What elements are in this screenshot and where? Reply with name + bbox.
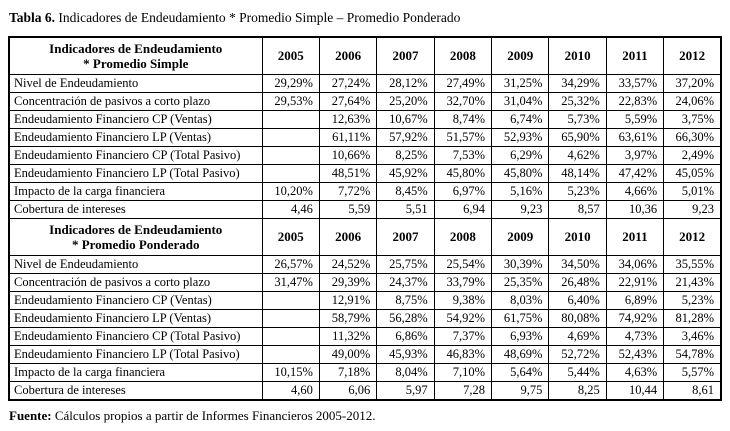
row-label-cell: Impacto de la carga financiera — [9, 183, 262, 201]
value-cell: 54,78% — [664, 346, 721, 364]
value-cell — [262, 129, 319, 147]
row-label-cell: Impacto de la carga financiera — [9, 364, 262, 382]
value-cell: 48,51% — [319, 165, 376, 183]
value-cell: 65,90% — [549, 129, 606, 147]
value-cell: 8,45% — [377, 183, 434, 201]
value-cell: 8,61 — [664, 382, 721, 401]
value-cell: 12,63% — [319, 111, 376, 129]
value-cell: 29,53% — [262, 93, 319, 111]
page — [8, 9, 722, 424]
value-cell: 4,60 — [262, 382, 319, 401]
value-cell: 8,75% — [377, 292, 434, 310]
section-title-cell — [9, 219, 262, 256]
value-cell: 31,04% — [492, 93, 549, 111]
value-cell: 31,47% — [262, 274, 319, 292]
value-cell: 56,28% — [377, 310, 434, 328]
row-label-cell: Concentración de pasivos a corto plazo — [9, 274, 262, 292]
value-cell: 6,29% — [492, 147, 549, 165]
value-cell: 29,29% — [262, 75, 319, 93]
value-cell: 4,62% — [549, 147, 606, 165]
section-title-line: * Promedio Ponderado — [71, 237, 200, 252]
table-row — [9, 310, 721, 328]
value-cell: 5,23% — [549, 183, 606, 201]
value-cell: 34,06% — [606, 256, 663, 274]
value-cell: 3,46% — [664, 328, 721, 346]
value-cell: 35,55% — [664, 256, 721, 274]
value-cell — [262, 310, 319, 328]
table-row — [9, 129, 721, 147]
value-cell: 81,28% — [664, 310, 721, 328]
table-row — [9, 256, 721, 274]
value-cell: 5,23% — [664, 292, 721, 310]
value-cell: 9,23 — [664, 201, 721, 219]
value-cell: 33,79% — [434, 274, 491, 292]
source-text: Cálculos propios a partir de Informes Financieros 2005-2012. — [51, 408, 376, 423]
value-cell: 8,25 — [549, 382, 606, 401]
value-cell: 24,52% — [319, 256, 376, 274]
value-cell: 27,49% — [434, 75, 491, 93]
year-header-cell: 2007 — [377, 219, 434, 256]
year-header-cell: 2010 — [549, 37, 606, 75]
value-cell: 9,75 — [492, 382, 549, 401]
value-cell: 4,66% — [606, 183, 663, 201]
value-cell: 12,91% — [319, 292, 376, 310]
value-cell: 29,39% — [319, 274, 376, 292]
year-header-cell: 2008 — [434, 219, 491, 256]
section-title-line: Indicadores de Endeudamiento — [49, 41, 223, 56]
value-cell: 45,80% — [434, 165, 491, 183]
year-header-cell: 2012 — [664, 219, 721, 256]
value-cell: 25,32% — [549, 93, 606, 111]
value-cell: 9,23 — [492, 201, 549, 219]
value-cell: 5,64% — [492, 364, 549, 382]
value-cell: 27,24% — [319, 75, 376, 93]
section-title-line: * Promedio Simple — [83, 56, 189, 71]
value-cell: 58,79% — [319, 310, 376, 328]
value-cell: 47,42% — [606, 165, 663, 183]
value-cell: 31,25% — [492, 75, 549, 93]
year-header-cell: 2011 — [606, 219, 663, 256]
value-cell: 5,01% — [664, 183, 721, 201]
table-caption-text: Indicadores de Endeudamiento * Promedio Simple – Promedio Ponderado — [55, 10, 461, 25]
value-cell: 5,59 — [319, 201, 376, 219]
value-cell: 25,75% — [377, 256, 434, 274]
row-label-cell: Endeudamiento Financiero CP (Ventas) — [9, 111, 262, 129]
value-cell: 10,66% — [319, 147, 376, 165]
value-cell: 49,00% — [319, 346, 376, 364]
value-cell: 2,49% — [664, 147, 721, 165]
value-cell: 4,73% — [606, 328, 663, 346]
value-cell: 26,48% — [549, 274, 606, 292]
table-row — [9, 382, 721, 401]
value-cell: 61,75% — [492, 310, 549, 328]
value-cell: 7,10% — [434, 364, 491, 382]
section-title-cell — [9, 37, 262, 75]
table-row — [9, 346, 721, 364]
source-label: Fuente: — [9, 408, 52, 423]
value-cell: 4,46 — [262, 201, 319, 219]
value-cell: 34,50% — [549, 256, 606, 274]
value-cell: 8,57 — [549, 201, 606, 219]
indicators-table — [8, 36, 722, 401]
value-cell: 74,92% — [606, 310, 663, 328]
value-cell: 22,83% — [606, 93, 663, 111]
row-label-cell: Endeudamiento Financiero CP (Total Pasivo) — [9, 328, 262, 346]
value-cell: 7,37% — [434, 328, 491, 346]
table-row — [9, 183, 721, 201]
year-header-cell: 2008 — [434, 37, 491, 75]
value-cell: 6,94 — [434, 201, 491, 219]
value-cell: 7,18% — [319, 364, 376, 382]
table-row — [9, 364, 721, 382]
year-header-cell: 2005 — [262, 37, 319, 75]
value-cell: 4,63% — [606, 364, 663, 382]
value-cell: 45,80% — [492, 165, 549, 183]
value-cell: 6,89% — [606, 292, 663, 310]
value-cell: 32,70% — [434, 93, 491, 111]
value-cell: 7,53% — [434, 147, 491, 165]
year-header-cell: 2007 — [377, 37, 434, 75]
value-cell: 10,20% — [262, 183, 319, 201]
value-cell: 9,38% — [434, 292, 491, 310]
value-cell: 28,12% — [377, 75, 434, 93]
value-cell: 45,05% — [664, 165, 721, 183]
value-cell: 7,28 — [434, 382, 491, 401]
value-cell: 8,25% — [377, 147, 434, 165]
value-cell: 6,97% — [434, 183, 491, 201]
value-cell: 24,37% — [377, 274, 434, 292]
row-label-cell: Endeudamiento Financiero CP (Ventas) — [9, 292, 262, 310]
value-cell: 24,06% — [664, 93, 721, 111]
value-cell: 52,72% — [549, 346, 606, 364]
value-cell: 4,69% — [549, 328, 606, 346]
value-cell: 10,67% — [377, 111, 434, 129]
value-cell: 52,93% — [492, 129, 549, 147]
section-title-line: Indicadores de Endeudamiento — [49, 222, 223, 237]
value-cell: 54,92% — [434, 310, 491, 328]
value-cell: 34,29% — [549, 75, 606, 93]
value-cell: 45,93% — [377, 346, 434, 364]
value-cell: 37,20% — [664, 75, 721, 93]
year-header-cell: 2010 — [549, 219, 606, 256]
value-cell — [262, 147, 319, 165]
table-row — [9, 75, 721, 93]
value-cell: 26,57% — [262, 256, 319, 274]
value-cell: 51,57% — [434, 129, 491, 147]
value-cell: 27,64% — [319, 93, 376, 111]
value-cell: 6,86% — [377, 328, 434, 346]
value-cell: 52,43% — [606, 346, 663, 364]
value-cell: 45,92% — [377, 165, 434, 183]
value-cell: 5,57% — [664, 364, 721, 382]
table-row — [9, 147, 721, 165]
value-cell: 25,35% — [492, 274, 549, 292]
table-row — [9, 111, 721, 129]
table-row — [9, 328, 721, 346]
value-cell: 6,40% — [549, 292, 606, 310]
row-label-cell: Cobertura de intereses — [9, 201, 262, 219]
value-cell: 21,43% — [664, 274, 721, 292]
value-cell: 5,59% — [606, 111, 663, 129]
row-label-cell: Endeudamiento Financiero LP (Ventas) — [9, 310, 262, 328]
value-cell: 33,57% — [606, 75, 663, 93]
row-label-cell: Endeudamiento Financiero CP (Total Pasivo) — [9, 147, 262, 165]
value-cell: 25,20% — [377, 93, 434, 111]
value-cell: 8,74% — [434, 111, 491, 129]
year-header-cell: 2006 — [319, 37, 376, 75]
section-header-row — [9, 37, 721, 75]
year-header-cell: 2009 — [492, 37, 549, 75]
value-cell: 10,44 — [606, 382, 663, 401]
value-cell: 8,04% — [377, 364, 434, 382]
row-label-cell: Nivel de Endeudamiento — [9, 75, 262, 93]
value-cell: 80,08% — [549, 310, 606, 328]
value-cell: 7,72% — [319, 183, 376, 201]
value-cell: 5,97 — [377, 382, 434, 401]
value-cell: 10,36 — [606, 201, 663, 219]
source-note — [9, 407, 722, 424]
value-cell: 5,16% — [492, 183, 549, 201]
value-cell: 46,83% — [434, 346, 491, 364]
table-caption-label: Tabla 6. — [9, 10, 56, 25]
indicators-table-body — [9, 37, 721, 400]
value-cell — [262, 328, 319, 346]
year-header-cell: 2005 — [262, 219, 319, 256]
year-header-cell: 2012 — [664, 37, 721, 75]
value-cell — [262, 111, 319, 129]
value-cell: 66,30% — [664, 129, 721, 147]
value-cell: 22,91% — [606, 274, 663, 292]
section-header-row — [9, 219, 721, 256]
row-label-cell: Endeudamiento Financiero LP (Total Pasivo) — [9, 346, 262, 364]
value-cell: 6,06 — [319, 382, 376, 401]
row-label-cell: Cobertura de intereses — [9, 382, 262, 401]
value-cell: 11,32% — [319, 328, 376, 346]
value-cell: 8,03% — [492, 292, 549, 310]
row-label-cell: Concentración de pasivos a corto plazo — [9, 93, 262, 111]
value-cell: 5,73% — [549, 111, 606, 129]
value-cell: 30,39% — [492, 256, 549, 274]
value-cell: 25,54% — [434, 256, 491, 274]
value-cell: 3,75% — [664, 111, 721, 129]
table-row — [9, 165, 721, 183]
year-header-cell: 2009 — [492, 219, 549, 256]
value-cell: 48,69% — [492, 346, 549, 364]
row-label-cell: Endeudamiento Financiero LP (Ventas) — [9, 129, 262, 147]
value-cell: 5,51 — [377, 201, 434, 219]
value-cell: 3,97% — [606, 147, 663, 165]
value-cell: 6,93% — [492, 328, 549, 346]
value-cell: 57,92% — [377, 129, 434, 147]
row-label-cell: Endeudamiento Financiero LP (Total Pasivo) — [9, 165, 262, 183]
value-cell: 61,11% — [319, 129, 376, 147]
table-row — [9, 93, 721, 111]
value-cell — [262, 292, 319, 310]
value-cell: 63,61% — [606, 129, 663, 147]
value-cell: 48,14% — [549, 165, 606, 183]
table-row — [9, 201, 721, 219]
value-cell: 6,74% — [492, 111, 549, 129]
year-header-cell: 2006 — [319, 219, 376, 256]
year-header-cell: 2011 — [606, 37, 663, 75]
table-caption — [9, 9, 722, 27]
value-cell: 5,44% — [549, 364, 606, 382]
table-row — [9, 292, 721, 310]
value-cell — [262, 346, 319, 364]
row-label-cell: Nivel de Endeudamiento — [9, 256, 262, 274]
value-cell — [262, 165, 319, 183]
table-row — [9, 274, 721, 292]
value-cell: 10,15% — [262, 364, 319, 382]
